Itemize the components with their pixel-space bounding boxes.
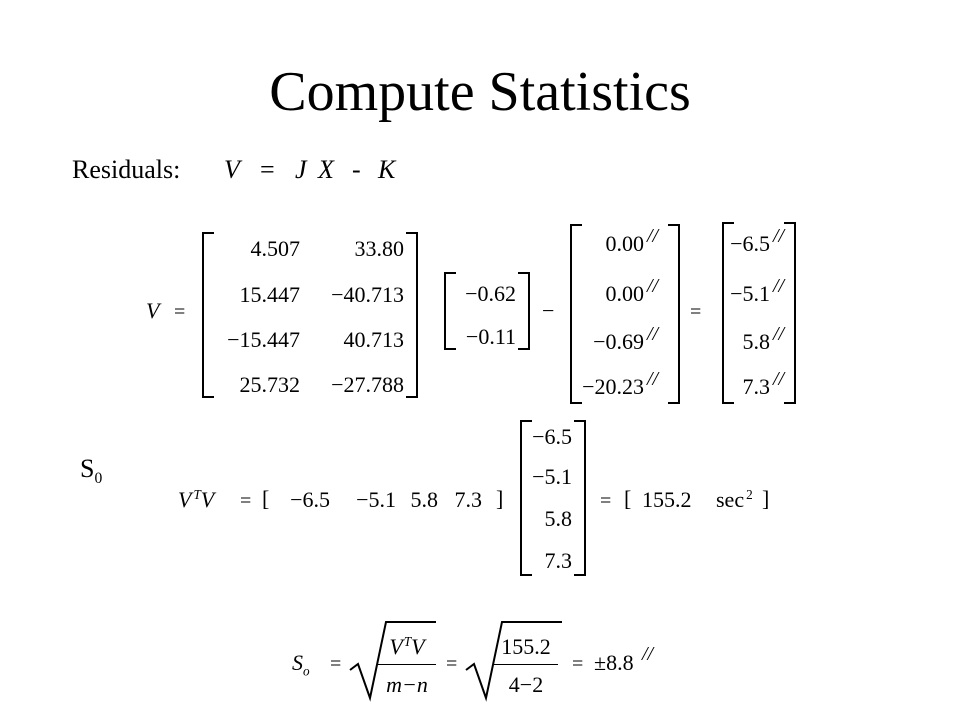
eq3-equals-3: = xyxy=(572,653,584,675)
j-matrix-right-bracket xyxy=(406,232,418,398)
residuals-equals: = xyxy=(260,155,275,184)
eq1-minus: − xyxy=(542,298,555,323)
column-cell: −5.1 xyxy=(532,464,572,489)
v-vector-right-bracket xyxy=(784,222,796,404)
eq1-v: V xyxy=(146,298,160,323)
residuals-k: K xyxy=(378,155,396,184)
fraction-numerator: $V^TV$ xyxy=(389,633,425,659)
arcsecond-mark: // xyxy=(773,225,785,247)
residuals-v: V xyxy=(224,155,240,184)
fraction-denominator: 4−2 xyxy=(508,672,544,697)
row-cell: −5.1 xyxy=(356,487,396,512)
v-cell: 5.8 xyxy=(742,329,770,354)
eq3-equals: = xyxy=(330,653,342,675)
k-vector-right-bracket xyxy=(668,224,680,404)
sum-value: 155.2 xyxy=(642,487,692,512)
v-cell: −6.5 xyxy=(730,231,770,256)
k-cell: 0.00 xyxy=(605,281,644,306)
row-cell: 7.3 xyxy=(454,487,482,512)
so-result: ±8.8 xyxy=(594,650,634,675)
v-cell: 7.3 xyxy=(742,374,770,399)
product-closing-bracket xyxy=(528,296,530,318)
arcsecond-mark: // xyxy=(773,275,785,297)
residuals-label: Residuals: xyxy=(72,155,181,184)
v-cell: −5.1 xyxy=(730,281,770,306)
s0-label: $S_0$ xyxy=(80,454,103,488)
fraction-bar xyxy=(494,664,558,665)
column-cell: 5.8 xyxy=(544,506,572,531)
j-cell: −40.713 xyxy=(331,282,404,307)
eq2-v: V $^T$V xyxy=(178,486,215,512)
arcsecond-mark: // xyxy=(773,323,785,345)
j-cell: −27.788 xyxy=(331,372,404,397)
column-cell: 7.3 xyxy=(544,548,572,573)
j-cell: 25.732 xyxy=(239,372,300,397)
column-vector-right-bracket xyxy=(574,420,586,576)
arcsecond-mark: // xyxy=(773,368,785,390)
j-cell: 4.507 xyxy=(250,236,300,261)
fraction-numerator: 155.2 xyxy=(501,634,551,659)
sum-unit: sec $^2$ xyxy=(716,486,753,512)
j-cell: 33.80 xyxy=(354,236,404,261)
k-cell: −20.23 xyxy=(582,374,644,399)
arcsecond-mark: // xyxy=(647,368,659,390)
j-cell: 40.713 xyxy=(343,327,404,352)
j-cell: 15.447 xyxy=(239,282,300,307)
j-cell: −15.447 xyxy=(227,327,300,352)
row-vector-right-bracket: ] xyxy=(496,486,504,511)
arcsecond-mark: // xyxy=(647,225,659,247)
x-cell: −0.62 xyxy=(465,281,516,306)
eq1-equals-2: = xyxy=(690,301,702,323)
residuals-x: X xyxy=(318,155,334,184)
so-symbol: $S_o$ xyxy=(292,650,310,679)
row-cell: 5.8 xyxy=(410,487,438,512)
residuals-minus: - xyxy=(352,155,361,184)
row-vector-left-bracket: [ xyxy=(262,486,270,511)
eq3-equals-2: = xyxy=(446,653,458,675)
x-cell: −0.11 xyxy=(465,324,516,349)
k-cell: 0.00 xyxy=(605,231,644,256)
fraction-denominator: m−n xyxy=(386,672,428,697)
column-cell: −6.5 xyxy=(532,424,572,449)
k-cell: −0.69 xyxy=(593,329,644,354)
arcsecond-mark: // xyxy=(642,643,654,665)
result-right-bracket: ] xyxy=(762,486,770,511)
eq2-equals-2: = xyxy=(600,490,612,512)
eq2-equals: = xyxy=(240,490,252,512)
arcsecond-mark: // xyxy=(647,275,659,297)
result-left-bracket: [ xyxy=(624,486,632,511)
residuals-j: J xyxy=(295,155,307,184)
arcsecond-mark: // xyxy=(647,323,659,345)
page-title: Compute Statistics xyxy=(269,61,691,123)
row-cell: −6.5 xyxy=(290,487,330,512)
fraction-bar xyxy=(378,664,436,665)
eq1-equals: = xyxy=(174,301,186,323)
